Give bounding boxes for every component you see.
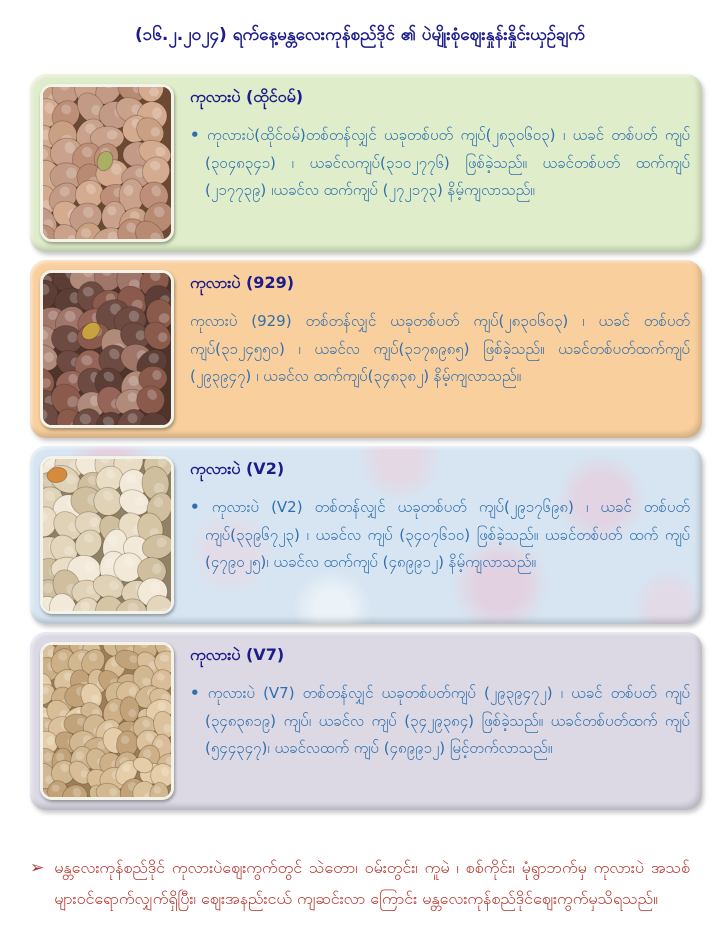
card-content xyxy=(190,84,690,205)
card-content xyxy=(190,642,690,763)
bullet-dot: • xyxy=(190,125,200,144)
card-title: ကုလားပဲ (V2) xyxy=(190,458,285,478)
card-title: ကုလားပဲ (929) xyxy=(190,272,295,292)
page-title: (၁၆.၂.၂၀၂၄) ရက်နေ့မန္တလေးကုန်စည်ဒိုင် ၏ ပဲမျိုးစုံဈေးနှုန်းနှိုင်းယှဉ်ချက် xyxy=(135,25,585,45)
card-body xyxy=(190,680,690,763)
card-content xyxy=(190,456,690,577)
card-body-text: ကုလားပဲ(ထိုင်ဝမ်)တစ်တန်လျှင် ယခုတစ်ပတ် ကျပ်(၂၈၃၀၆၀၃) ၊ ယခင် တစ်ပတ် ကျပ် (၃၀၄၈၃၄၁) ၊ ယခင်လကျပ်(၃၁၀၂၇၇၆) ဖြစ်ခဲ့သည်။ ယခင်တစ်ပတ် ထက်ကျပ် (၂၁၇၇၃၉) ၊ယခင်လ ထက်ကျပ် (၂၇၂၁၇၃) နိမ့်ကျလာသည်။ xyxy=(205,125,690,200)
chickpeas-photo-svg xyxy=(43,459,171,611)
footer-text: မန္တလေးကုန်စည်ဒိုင် ကုလားပဲဈေးကွက်တွင် သဲတော၊ ဝမ်းတွင်း၊ ကူမဲ ၊ စစ်ကိုင်း၊ မုံရွာဘက်မှ ကုလားပဲ အသစ်များဝင်ရောက်လျှက်ရှိပြီး၊ ဈေးအနည်းငယ် ကျဆင်းလာ ကြောင်း မန္တလေးကုန်စည်ဒိုင်ဈေးကွက်မှသိရသည်။ xyxy=(54,857,690,908)
card-body-text: ကုလားပဲ (929) တစ်တန်လျှင် ယခုတစ်ပတ် ကျပ်(၂၈၃၀၆၀၃) ၊ ယခင် တစ်ပတ် ကျပ်(၃၁၂၄၅၅၀) ၊ ယခင်လ ကျပ်(၃၁၇၈၉၈၅) ဖြစ်ခဲ့သည်။ ယခင်တစ်ပတ်ထက်ကျပ် (၂၉၃၉၄၇) ၊ ယခင်လ ထက်ကျပ်(၃၄၈၃၈၂) နိမ့်ကျလာသည်။ xyxy=(190,311,690,386)
card-kulape-taiwan xyxy=(30,74,702,252)
card-title: ကုလားပဲ (V7) xyxy=(190,644,285,664)
card-body-text: ကုလားပဲ (V7) တစ်တန်လျှင် ယခုတစ်ပတ်ကျပ် (၂၉၃၉၄၇၂) ၊ ယခင် တစ်ပတ် ကျပ် (၃၄၈၃၈၁၉) ကျပ်၊ ယခင်လ ကျပ် (၃၄၂၉၃၈၄) ဖြစ်ခဲ့သည်။ ယခင်တစ်ပတ်ထက် ကျပ် (၅၄၄၃၄၇)၊ ယခင်လထက် ကျပ် (၄၈၉၉၁၂) မြင့်တက်လာသည်။ xyxy=(205,683,690,758)
chickpeas-photo-v7 xyxy=(40,642,174,800)
bullet-dot: • xyxy=(190,683,200,702)
bullet-dot: • xyxy=(190,497,200,516)
price-cards xyxy=(0,48,720,810)
card-kulape-v2 xyxy=(30,446,702,624)
card-kulape-929 xyxy=(30,260,702,438)
card-body xyxy=(190,308,690,391)
chickpeas-photo-v2 xyxy=(40,456,174,614)
footer-note xyxy=(30,852,690,914)
chickpeas-photo-svg xyxy=(43,87,171,239)
chickpeas-photo-svg xyxy=(43,645,171,797)
card-body-text: ကုလားပဲ (V2) တစ်တန်လျှင် ယခုတစ်ပတ် ကျပ်(၂၉၁၇၆၉၈) ၊ ယခင် တစ်ပတ် ကျပ်(၃၃၉၆၇၂၃) ၊ ယခင်လ ကျပ် (၃၄၀၇၆၁၀) ဖြစ်ခဲ့သည်။ ယခင်တစ်ပတ် ထက် ကျပ် (၄၇၉၀၂၅)၊ ယခင်လ ထက်ကျပ် (၄၈၉၉၁၂) နိမ့်ကျလာသည်။ xyxy=(205,497,690,572)
chickpeas-photo-taiwan xyxy=(40,84,174,242)
card-title: ကုလားပဲ (ထိုင်ဝမ်) xyxy=(190,86,304,106)
card-content xyxy=(190,270,690,391)
chickpeas-photo-svg xyxy=(43,273,171,425)
chickpeas-photo-929 xyxy=(40,270,174,428)
card-kulape-v7 xyxy=(30,632,702,810)
arrow-bullet-icon: ➢ xyxy=(30,857,45,878)
card-body xyxy=(190,494,690,577)
card-body xyxy=(190,122,690,205)
